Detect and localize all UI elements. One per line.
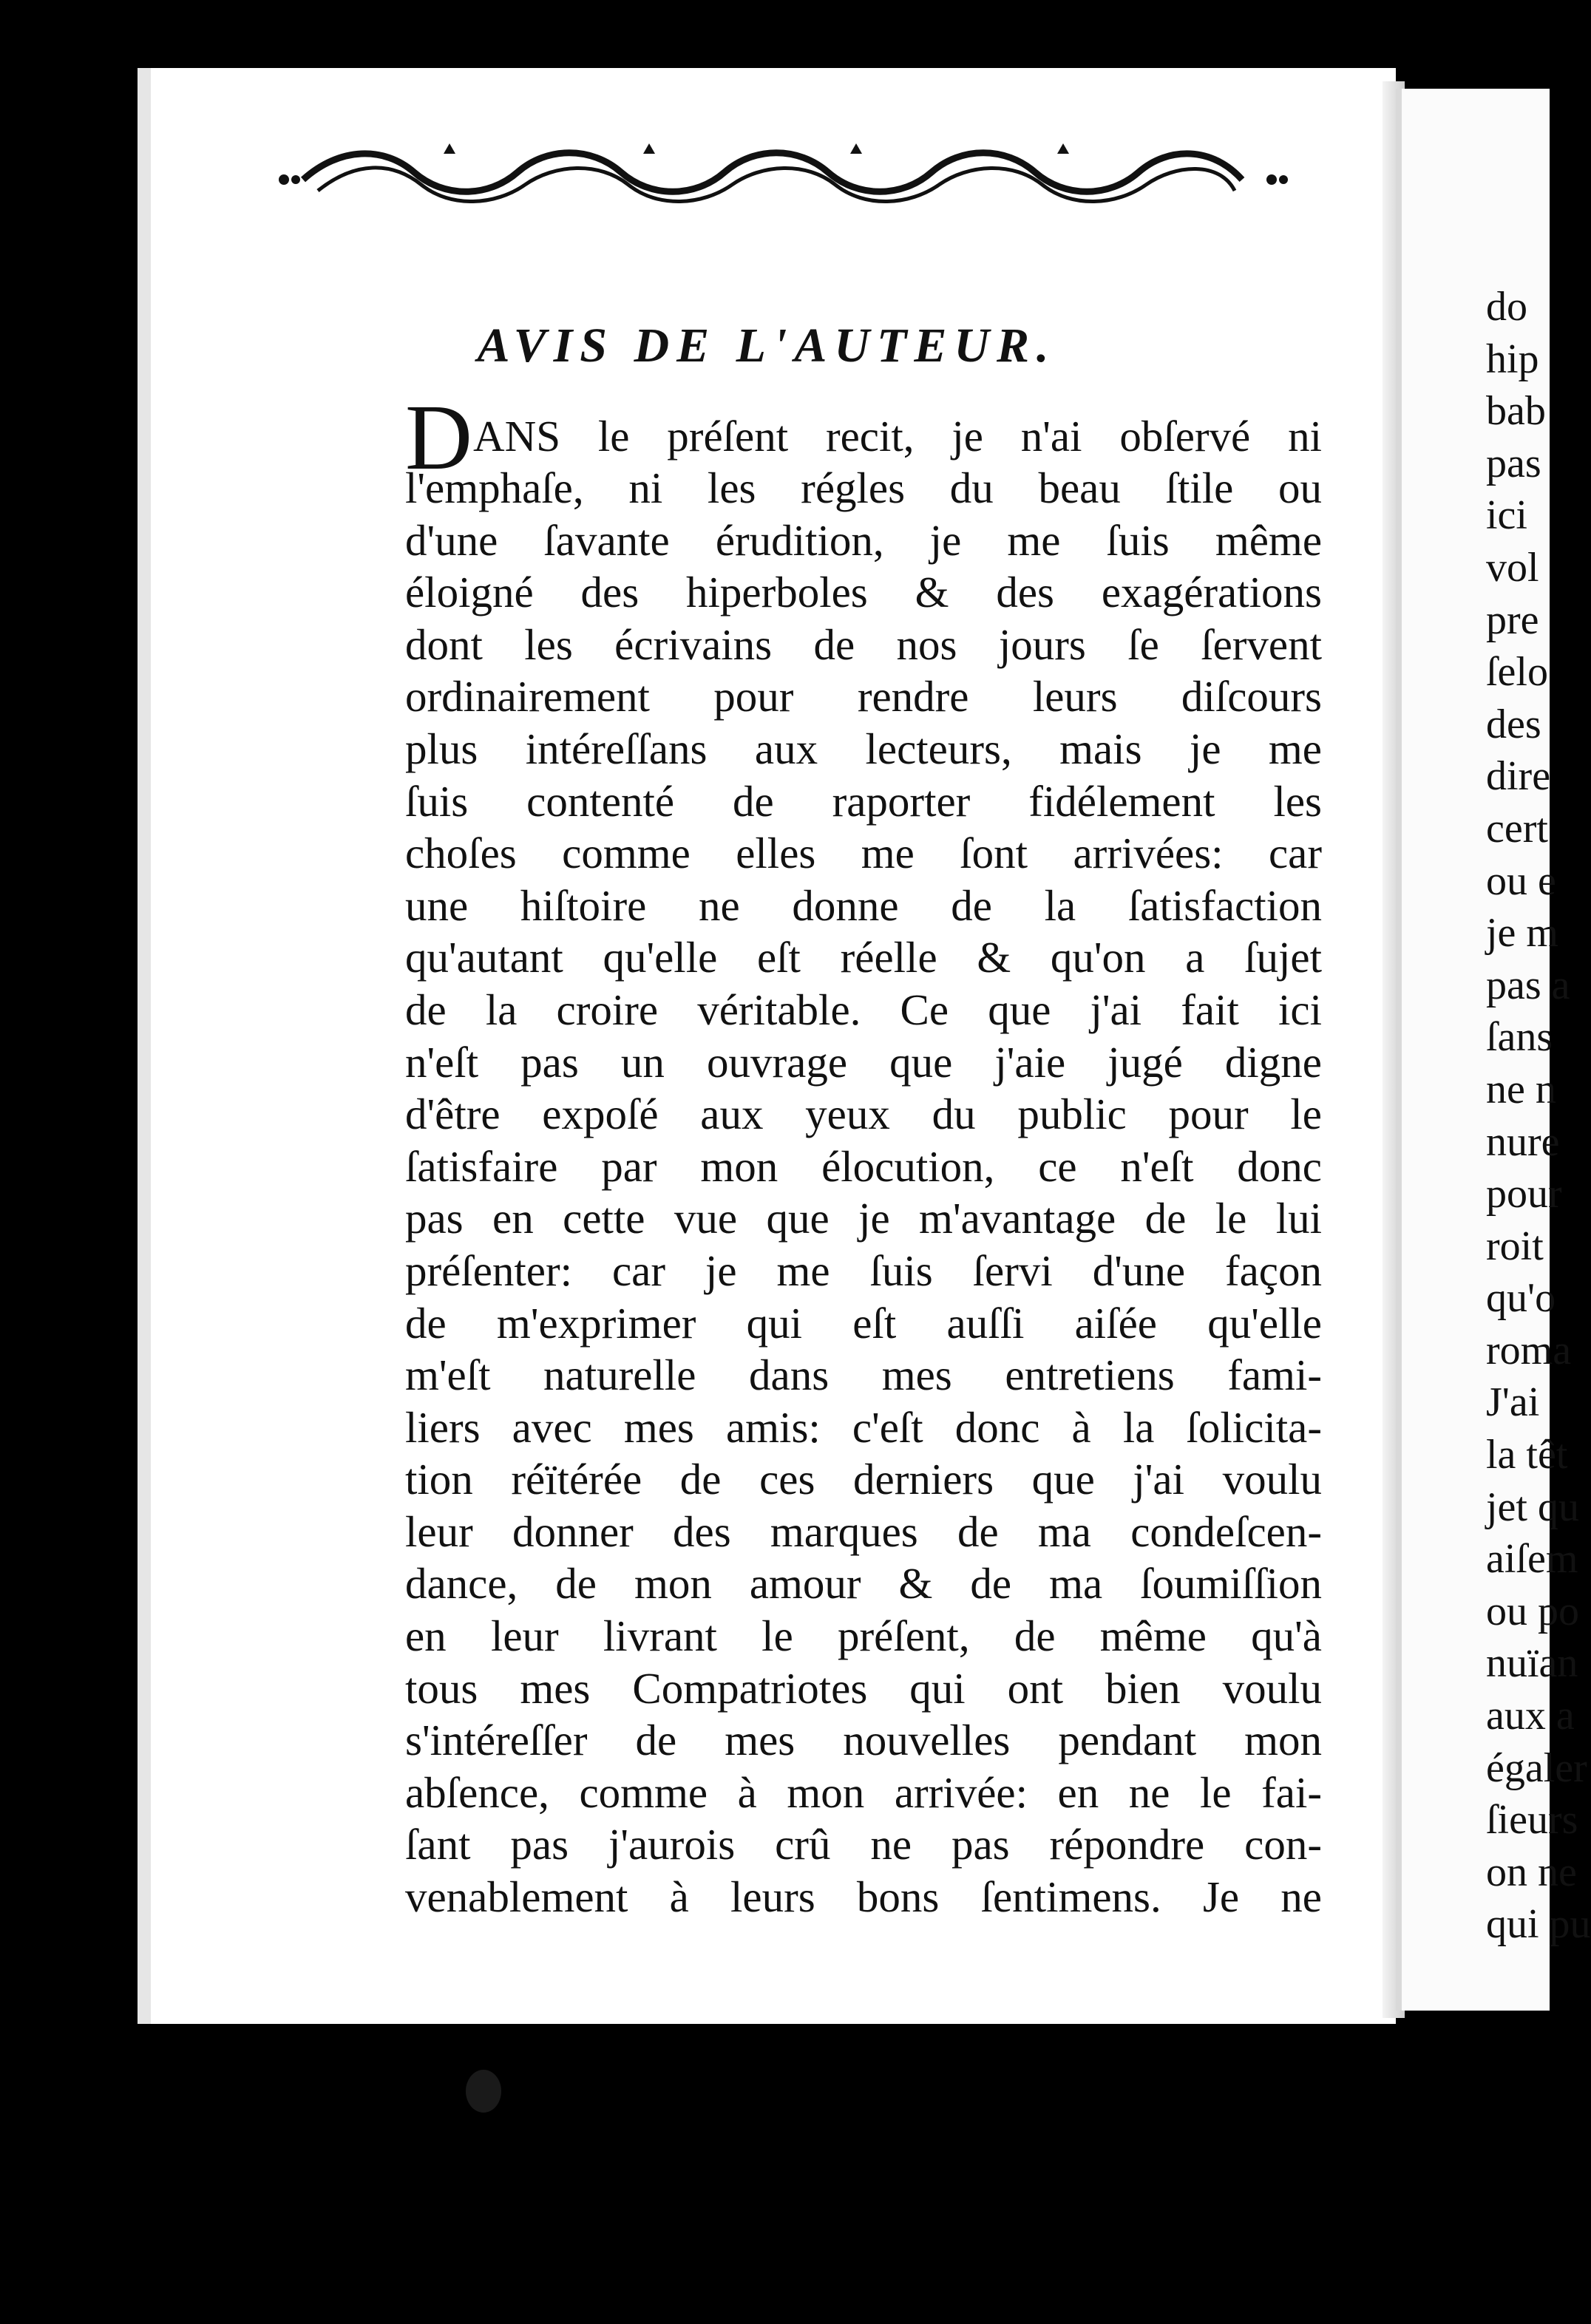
next-page-line: roma [1486, 1327, 1572, 1373]
drop-cap: D [405, 387, 472, 489]
next-page-line: on ne [1486, 1849, 1577, 1895]
text-line: tous mes Compatriotes qui ont bien voulu [405, 1663, 1322, 1713]
next-page-line: égaler [1486, 1744, 1587, 1791]
next-page-line: jet qu [1486, 1484, 1579, 1530]
text-line: m'eſt naturelle dans mes entretiens fami- [405, 1350, 1322, 1400]
next-page-line: nure [1486, 1118, 1560, 1165]
text-line: tion réïtérée de ces derniers que j'ai voulu [405, 1455, 1322, 1504]
text-line: préſenter: car je me ſuis ſervi d'une façon [405, 1246, 1322, 1295]
next-page-line: ne n [1486, 1066, 1556, 1112]
text-line: choſes comme elles me ſont arrivées: car [405, 829, 1322, 878]
text-line: de la croire véritable. Ce que j'ai fait ici [405, 985, 1322, 1034]
text-line: n'eſt pas un ouvrage que j'aie jugé digne [405, 1037, 1322, 1087]
text-line: liers avec mes amis: c'eſt donc à la ſolicita- [405, 1402, 1322, 1452]
next-page-line: vol [1486, 544, 1539, 591]
text-line: ANS le préſent recit, je n'ai obſervé ni [473, 412, 1322, 461]
next-page-line: la têt [1486, 1432, 1568, 1478]
next-page-fragment [1486, 281, 1591, 1951]
text-line: abſence, comme à mon arrivée: en ne le fai- [405, 1767, 1322, 1817]
next-page-line: pour [1486, 1171, 1562, 1217]
next-page-line: pas a [1486, 962, 1570, 1008]
next-page-line: pre [1486, 597, 1539, 643]
next-page-line: aux a [1486, 1693, 1575, 1739]
next-page-line: do [1486, 284, 1527, 330]
next-page-line: ici [1486, 492, 1527, 539]
next-page-line: roit [1486, 1223, 1544, 1269]
text-line: ſatisfaire par mon élocution, ce n'eſt donc [405, 1141, 1322, 1191]
next-page-line: aiſem [1486, 1536, 1578, 1583]
body-text [405, 462, 1322, 1923]
next-page-line: cert [1486, 805, 1548, 852]
text-line: d'être expoſé aux yeux du public pour le [405, 1090, 1322, 1139]
next-page-line: des [1486, 701, 1541, 747]
next-page-line: qu'o [1486, 1275, 1556, 1322]
next-page-line: je m [1486, 910, 1558, 957]
text-line: pas en cette vue que je m'avantage de le lui [405, 1194, 1322, 1243]
next-page-line: dire [1486, 753, 1551, 800]
text-line: de m'exprimer qui eſt auſſi aiſée qu'elle [405, 1298, 1322, 1348]
text-line: dont les écrivains de nos jours ſe ſervent [405, 619, 1322, 669]
decorative-headpiece [274, 139, 1294, 205]
text-line: l'emphaſe, ni les régles du beau ſtile ou [405, 463, 1322, 512]
next-page-line: hip [1486, 336, 1539, 382]
ink-stain [466, 2070, 501, 2113]
text-line: venablement à leurs bons ſentimens. Je ne [405, 1872, 1322, 1922]
text-line: ſuis contenté de raporter fidélement les [405, 776, 1322, 826]
first-line [473, 410, 1322, 463]
text-line: qu'autant qu'elle eſt réelle & qu'on a ſujet [405, 933, 1322, 982]
text-line: éloigné des hiperboles & des exagérations [405, 568, 1322, 617]
text-line: dance, de mon amour & de ma ſoumiſſion [405, 1559, 1322, 1608]
next-page-line: ſelo [1486, 649, 1548, 696]
page-title: AVIS DE L'AUTEUR. [477, 319, 1056, 373]
text-line: ſant pas j'aurois crû ne pas répondre con- [405, 1820, 1322, 1869]
text-line: une hiſtoire ne donne de la ſatisfaction [405, 880, 1322, 930]
next-page-line: ſieurs [1486, 1797, 1578, 1844]
next-page-line: ou po [1486, 1588, 1579, 1634]
text-line: d'une ſavante érudition, je me ſuis même [405, 515, 1322, 565]
text-line: en leur livrant le préſent, de même qu'à [405, 1611, 1322, 1661]
next-page-line: ou e [1486, 857, 1556, 904]
text-line: s'intéreſſer de mes nouvelles pendant mon [405, 1716, 1322, 1765]
text-line: ordinairement pour rendre leurs diſcours [405, 672, 1322, 721]
next-page-line: qui pu [1486, 1901, 1591, 1948]
next-page-line: nuïan [1486, 1640, 1578, 1687]
next-page-line: bab [1486, 388, 1546, 435]
next-page-line: ſans [1486, 1014, 1553, 1061]
next-page-line: pas [1486, 440, 1541, 486]
text-line: leur donner des marques de ma condeſcen- [405, 1506, 1322, 1556]
text-line: plus intéreſſans aux lecteurs, mais je me [405, 724, 1322, 773]
next-page-line: J'ai [1486, 1379, 1540, 1426]
